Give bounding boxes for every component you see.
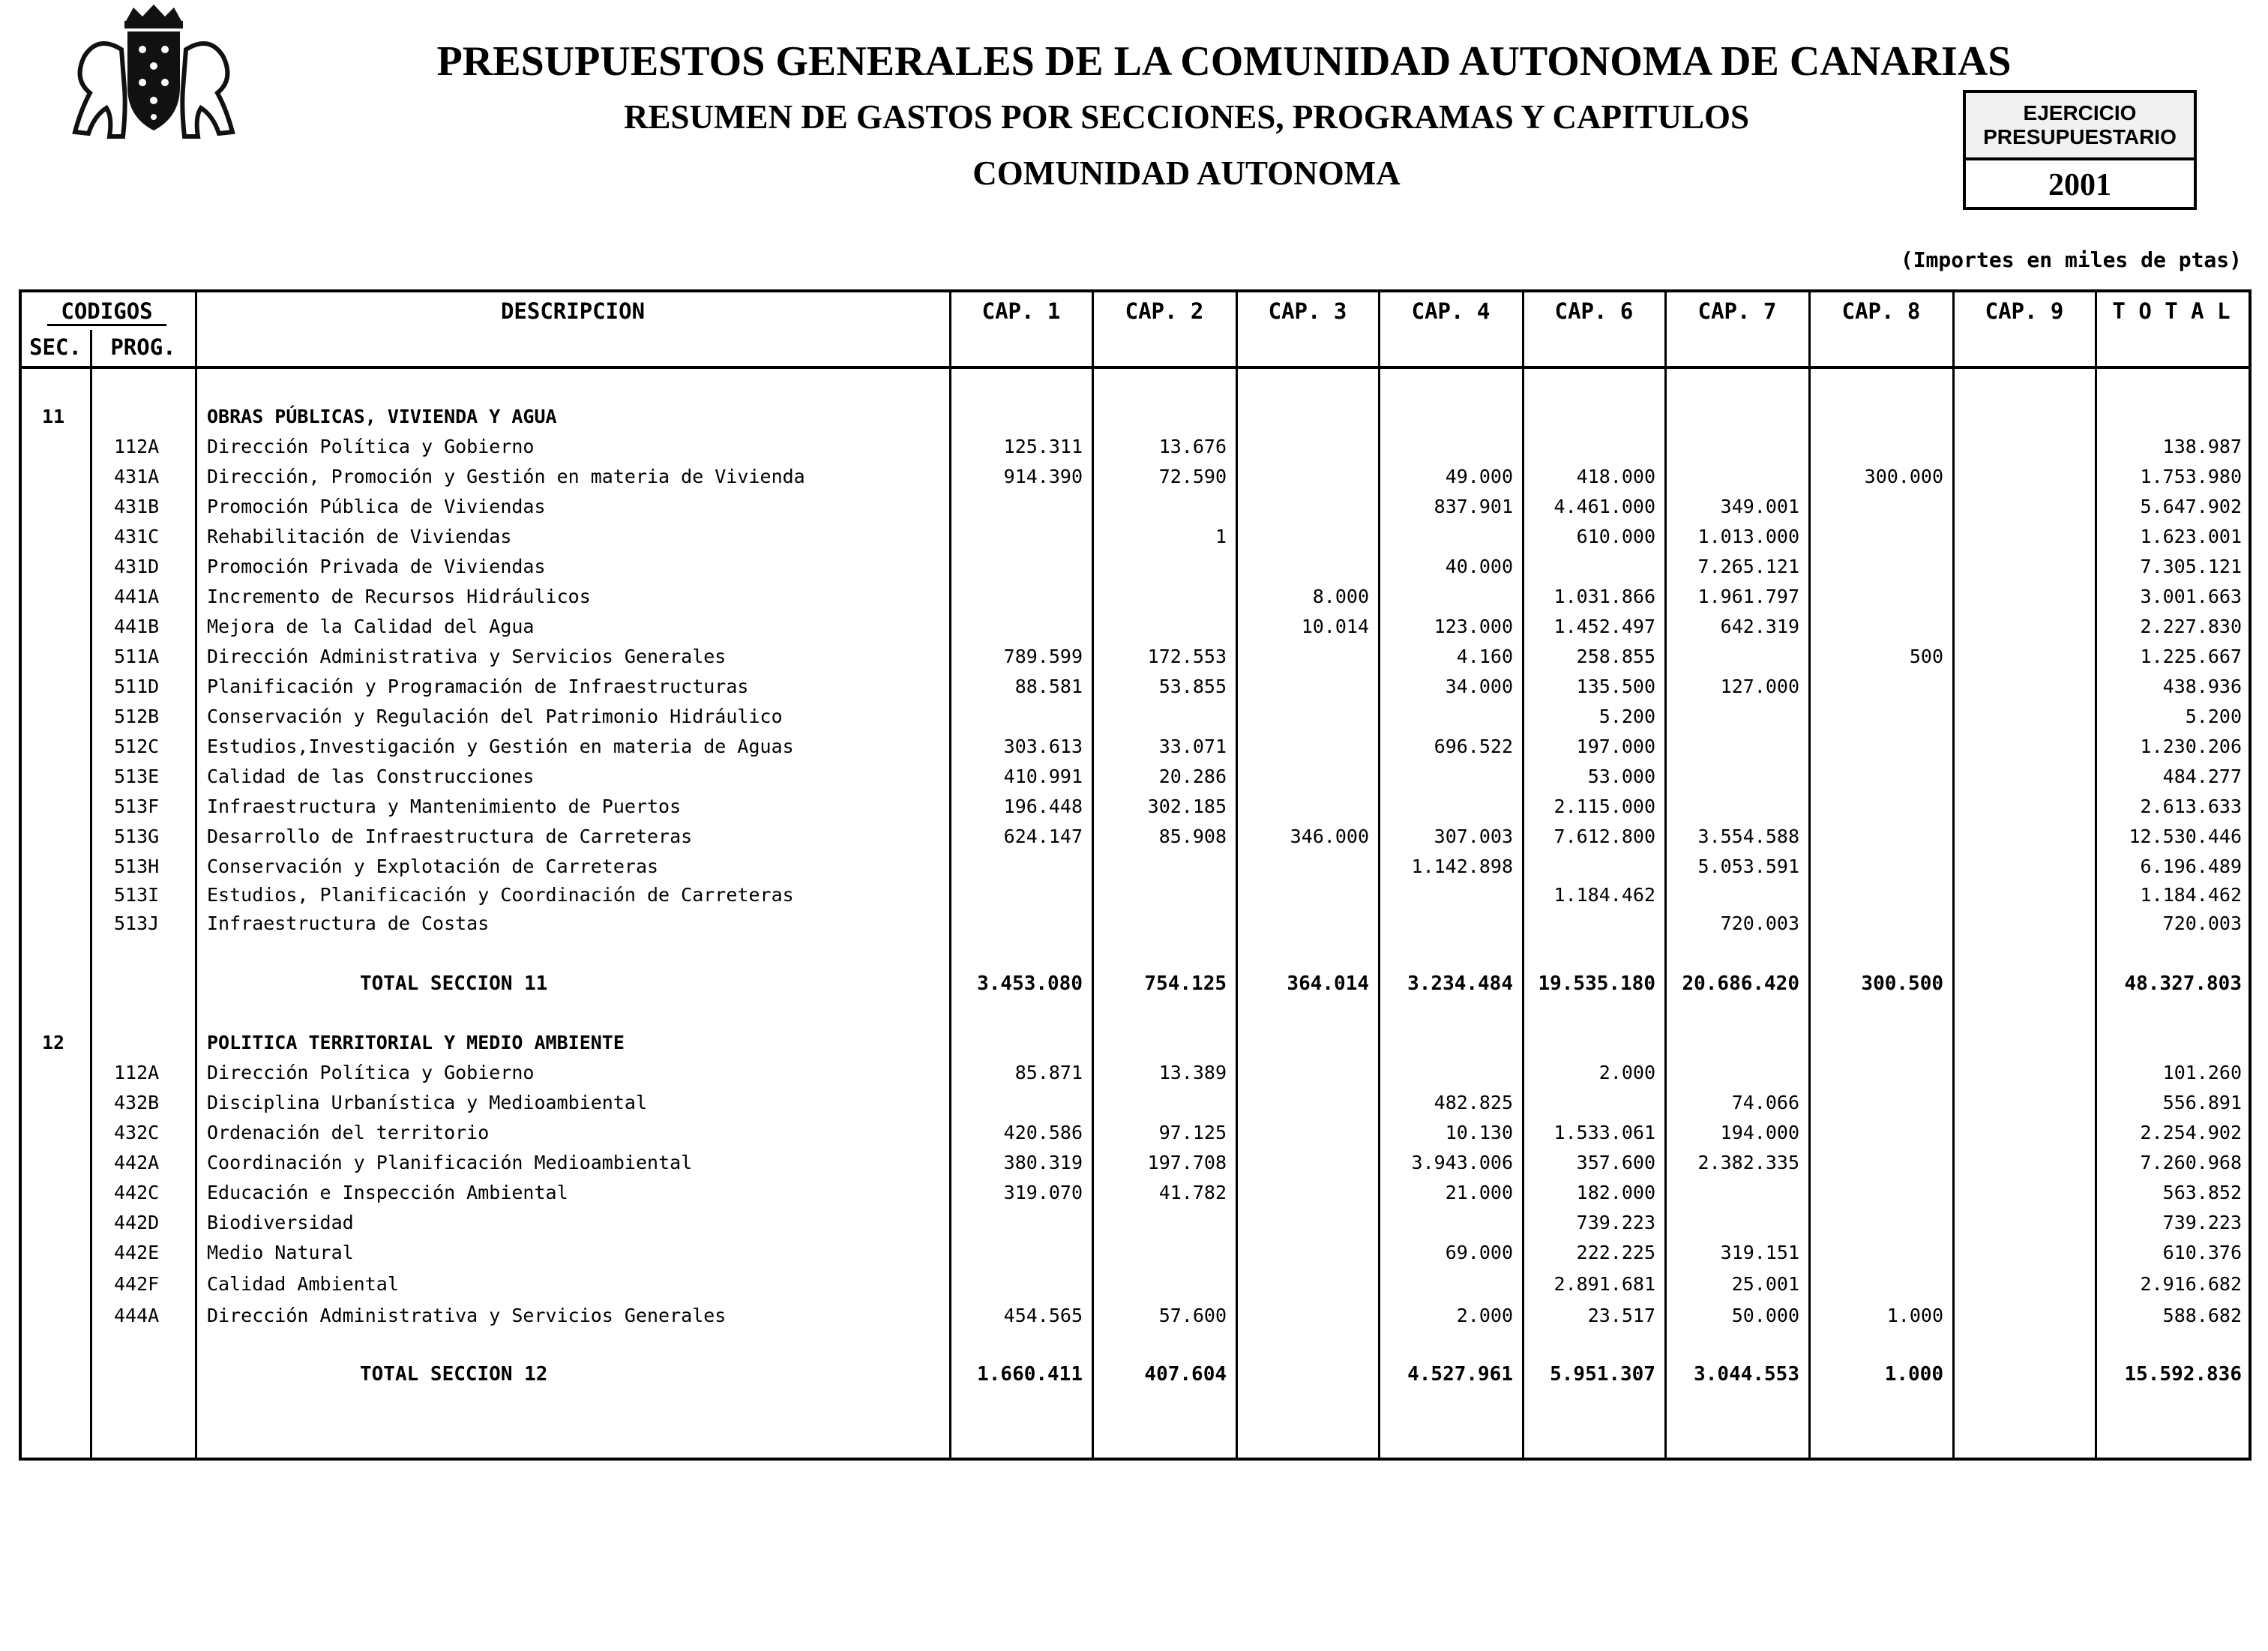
table-row [0, 433, 2268, 463]
cap-cell: 720.003 [1720, 912, 1799, 934]
cap-cell: 197.000 [1576, 736, 1655, 757]
cap-cell: 258.855 [1576, 646, 1655, 667]
cap-cell: 13.389 [1158, 1062, 1227, 1083]
description: Estudios, Planificación y Coordinación de Carreteras [207, 884, 794, 906]
total-cell: 48.327.803 [2124, 972, 2242, 995]
program-code: 511A [114, 646, 160, 667]
cap-cell: 300.000 [1864, 466, 1943, 487]
total-cell: 6.196.489 [2140, 855, 2242, 877]
cap-cell: 914.390 [1003, 466, 1083, 487]
program-code: 513J [114, 912, 160, 934]
description: Rehabilitación de Viviendas [207, 526, 512, 547]
total-cell: 1.623.001 [2140, 526, 2242, 547]
cap-cell: 696.522 [1434, 736, 1513, 757]
cap-cell: 642.319 [1720, 616, 1799, 637]
cap-cell: 5.200 [1598, 706, 1655, 727]
total-header: T O T A L [2112, 298, 2231, 324]
cap-cell: 1.660.411 [977, 1363, 1083, 1386]
table-row [0, 1149, 2268, 1179]
cap-cell: 135.500 [1576, 676, 1655, 697]
table-row [0, 852, 2268, 882]
fiscal-year-label [1966, 93, 2194, 160]
description: Coordinación y Planificación Medioambiental [207, 1152, 693, 1173]
description: Dirección Administrativa y Servicios Generales [207, 1305, 727, 1326]
description: Planificación y Programación de Infraestructuras [207, 676, 749, 697]
cap-cell: 349.001 [1720, 496, 1799, 517]
total-cell: 7.260.968 [2140, 1152, 2242, 1173]
description: Incremento de Recursos Hidráulicos [207, 586, 591, 607]
program-code: 432B [114, 1092, 160, 1113]
fiscal-year-label-line2: PRESUPUESTARIO [1983, 125, 2177, 148]
cap-cell: 33.071 [1158, 736, 1227, 757]
cap-cell: 53.000 [1587, 766, 1655, 787]
description: Dirección Política y Gobierno [207, 1062, 535, 1083]
description: Dirección, Promoción y Gestión en materia de Vivienda [207, 466, 805, 487]
total-cell: 2.254.902 [2140, 1122, 2242, 1143]
cap-cell: 85.908 [1158, 826, 1227, 847]
total-cell: 438.936 [2162, 676, 2242, 697]
cap8-header: CAP. 8 [1841, 298, 1921, 324]
cap-cell: 3.554.588 [1697, 826, 1799, 847]
total-row [0, 969, 2268, 999]
cap-cell: 7.265.121 [1697, 556, 1799, 577]
page-subtitle: RESUMEN DE GASTOS POR SECCIONES, PROGRAMAS Y CAPITULOS [623, 98, 1750, 136]
description: Disciplina Urbanística y Medioambiental [207, 1092, 647, 1113]
cap-cell: 7.612.800 [1553, 826, 1655, 847]
section-row [0, 1029, 2268, 1059]
cap-cell: 97.125 [1158, 1122, 1227, 1143]
total-cell: 15.592.836 [2124, 1363, 2242, 1386]
cap-cell: 739.223 [1576, 1212, 1655, 1233]
table-row [0, 1059, 2268, 1089]
program-code: 441B [114, 616, 160, 637]
program-code: 431A [114, 466, 160, 487]
cap-cell: 380.319 [1003, 1152, 1083, 1173]
table-row [0, 1209, 2268, 1239]
total-cell: 484.277 [2162, 766, 2242, 787]
description: Dirección Política y Gobierno [207, 436, 535, 457]
cap-cell: 302.185 [1147, 796, 1227, 817]
total-cell: 5.647.902 [2140, 496, 2242, 517]
table-row [0, 1270, 2268, 1300]
cap-cell: 2.891.681 [1553, 1273, 1655, 1295]
cap-cell: 3.234.484 [1407, 972, 1513, 995]
cap-cell: 346.000 [1290, 826, 1369, 847]
cap-cell: 624.147 [1003, 826, 1083, 847]
cap-cell: 34.000 [1445, 676, 1513, 697]
cap3-header: CAP. 3 [1268, 298, 1347, 324]
cap7-header: CAP. 7 [1697, 298, 1777, 324]
cap-cell: 5.951.307 [1550, 1363, 1655, 1386]
program-code: 442C [114, 1182, 160, 1203]
description: Promoción Pública de Viviendas [207, 496, 546, 517]
cap-cell: 23.517 [1587, 1305, 1655, 1326]
cap-cell: 3.044.553 [1694, 1363, 1799, 1386]
table-row [0, 1089, 2268, 1119]
codigos-label: CODIGOS [47, 298, 166, 326]
table-row [0, 823, 2268, 852]
table-row [0, 703, 2268, 733]
cap-cell: 197.708 [1147, 1152, 1227, 1173]
total-cell: 556.891 [2162, 1092, 2242, 1113]
total-cell: 563.852 [2162, 1182, 2242, 1203]
program-code: 441A [114, 586, 160, 607]
header-divider [19, 366, 2252, 369]
total-cell: 2.227.830 [2140, 616, 2242, 637]
program-code: 511D [114, 676, 160, 697]
total-cell: 5.200 [2185, 706, 2242, 727]
cap6-header: CAP. 6 [1554, 298, 1634, 324]
table-row [0, 523, 2268, 553]
total-cell: 138.987 [2162, 436, 2242, 457]
cap-cell: 3.943.006 [1411, 1152, 1513, 1173]
cap-cell: 307.003 [1434, 826, 1513, 847]
cap-cell: 837.901 [1434, 496, 1513, 517]
cap-cell: 41.782 [1158, 1182, 1227, 1203]
description: Conservación y Regulación del Patrimonio Hidráulico [207, 706, 783, 727]
cap-cell: 2.382.335 [1697, 1152, 1799, 1173]
total-cell: 12.530.446 [2129, 826, 2242, 847]
program-code: 513H [114, 855, 160, 877]
total-label: TOTAL SECCION 12 [360, 1363, 548, 1386]
descripcion-header: DESCRIPCION [500, 298, 646, 324]
cap-cell: 1.013.000 [1697, 526, 1799, 547]
cap-cell: 222.225 [1576, 1242, 1655, 1263]
cap-cell: 20.686.420 [1682, 972, 1799, 995]
cap-cell: 420.586 [1003, 1122, 1083, 1143]
cap-cell: 357.600 [1576, 1152, 1655, 1173]
table-row [0, 1302, 2268, 1332]
description: Mejora de la Calidad del Agua [207, 616, 535, 637]
cap-cell: 10.130 [1445, 1122, 1513, 1143]
cap-cell: 13.676 [1158, 436, 1227, 457]
table-row [0, 733, 2268, 763]
program-code: 112A [114, 1062, 160, 1083]
table-row [0, 881, 2268, 911]
fiscal-year-label-line1: EJERCICIO [2023, 101, 2137, 124]
table-row [0, 463, 2268, 493]
description: Conservación y Explotación de Carreteras [207, 855, 659, 877]
table-row [0, 643, 2268, 673]
description: Infraestructura y Mantenimiento de Puertos [207, 796, 682, 817]
cap-cell: 4.160 [1456, 646, 1513, 667]
description: Medio Natural [207, 1242, 354, 1263]
cap-cell: 53.855 [1158, 676, 1227, 697]
cap-cell: 407.604 [1144, 1363, 1227, 1386]
cap-cell: 303.613 [1003, 736, 1083, 757]
cap-cell: 5.053.591 [1697, 855, 1799, 877]
table-row [0, 1239, 2268, 1269]
cap-cell: 754.125 [1144, 972, 1227, 995]
program-code: 431D [114, 556, 160, 577]
cap-cell: 500 [1909, 646, 1943, 667]
cap-cell: 49.000 [1445, 466, 1513, 487]
description: OBRAS PÚBLICAS, VIVIENDA Y AGUA [207, 406, 557, 427]
cap-cell: 2.000 [1598, 1062, 1655, 1083]
codigos-header [22, 298, 191, 324]
prog-header: PROG. [110, 334, 176, 360]
table-row [0, 493, 2268, 523]
cap-cell: 1.184.462 [1553, 884, 1655, 906]
cap-cell: 1.961.797 [1697, 586, 1799, 607]
program-code: 513G [114, 826, 160, 847]
cap-cell: 69.000 [1445, 1242, 1513, 1263]
cap-cell: 182.000 [1576, 1182, 1655, 1203]
total-cell: 7.305.121 [2140, 556, 2242, 577]
total-row [0, 1360, 2268, 1390]
total-cell: 3.001.663 [2140, 586, 2242, 607]
description: Estudios,Investigación y Gestión en materia de Aguas [207, 736, 794, 757]
cap-cell: 72.590 [1158, 466, 1227, 487]
description: Dirección Administrativa y Servicios Generales [207, 646, 727, 667]
cap-cell: 1.031.866 [1553, 586, 1655, 607]
cap4-header: CAP. 4 [1411, 298, 1491, 324]
cap-cell: 40.000 [1445, 556, 1513, 577]
table-row [0, 763, 2268, 793]
cap-cell: 418.000 [1576, 466, 1655, 487]
cap-cell: 4.461.000 [1553, 496, 1655, 517]
program-code: 442A [114, 1152, 160, 1173]
description: Educación e Inspección Ambiental [207, 1182, 568, 1203]
cap-cell: 1.533.061 [1553, 1122, 1655, 1143]
cap-cell: 85.871 [1014, 1062, 1083, 1083]
table-row [0, 673, 2268, 703]
description: Desarrollo de Infraestructura de Carreteras [207, 826, 693, 847]
program-code: 442D [114, 1212, 160, 1233]
table-row [0, 613, 2268, 643]
description: Infraestructura de Costas [207, 912, 490, 934]
description: Calidad de las Construcciones [207, 766, 535, 787]
cap-cell: 88.581 [1014, 676, 1083, 697]
description: Biodiversidad [207, 1212, 354, 1233]
description: Promoción Privada de Viviendas [207, 556, 546, 577]
total-cell: 1.184.462 [2140, 884, 2242, 906]
cap-cell: 319.070 [1003, 1182, 1083, 1203]
cap-cell: 10.014 [1301, 616, 1369, 637]
program-code: 513I [114, 884, 160, 906]
cap-cell: 300.500 [1861, 972, 1943, 995]
cap-cell: 319.151 [1720, 1242, 1799, 1263]
cap-cell: 21.000 [1445, 1182, 1513, 1203]
total-cell: 2.613.633 [2140, 796, 2242, 817]
program-code: 512C [114, 736, 160, 757]
table-row [0, 793, 2268, 823]
page-title: PRESUPUESTOS GENERALES DE LA COMUNIDAD AUTONOMA DE CANARIAS [436, 38, 2012, 85]
cap-cell: 3.453.080 [977, 972, 1083, 995]
cap-cell: 410.991 [1003, 766, 1083, 787]
cap-cell: 610.000 [1576, 526, 1655, 547]
description: Ordenación del territorio [207, 1122, 490, 1143]
cap-cell: 8.000 [1312, 586, 1369, 607]
program-code: 444A [114, 1305, 160, 1326]
cap-cell: 19.535.180 [1538, 972, 1655, 995]
cap-cell: 57.600 [1158, 1305, 1227, 1326]
cap-cell: 125.311 [1003, 436, 1083, 457]
table-row [0, 1179, 2268, 1209]
cap-cell: 482.825 [1434, 1092, 1513, 1113]
total-cell: 1.225.667 [2140, 646, 2242, 667]
cap-cell: 74.066 [1731, 1092, 1799, 1113]
cap-cell: 4.527.961 [1407, 1363, 1513, 1386]
total-cell: 2.916.682 [2140, 1273, 2242, 1295]
entity-name: COMUNIDAD AUTONOMA [972, 154, 1401, 192]
table-row [0, 553, 2268, 583]
cap-cell: 196.448 [1003, 796, 1083, 817]
cap-cell: 50.000 [1731, 1305, 1799, 1326]
cap-cell: 2.000 [1456, 1305, 1513, 1326]
cap2-header: CAP. 2 [1125, 298, 1204, 324]
table-row [0, 1119, 2268, 1149]
cap-cell: 1.000 [1884, 1363, 1943, 1386]
cap-cell: 25.001 [1731, 1273, 1799, 1295]
sec-header: SEC. [29, 334, 82, 360]
program-code: 442E [114, 1242, 160, 1263]
cap-cell: 789.599 [1003, 646, 1083, 667]
total-cell: 1.230.206 [2140, 736, 2242, 757]
cap-cell: 20.286 [1158, 766, 1227, 787]
total-cell: 1.753.980 [2140, 466, 2242, 487]
cap-cell: 1 [1215, 526, 1227, 547]
description: POLITICA TERRITORIAL Y MEDIO AMBIENTE [207, 1032, 625, 1053]
total-cell: 101.260 [2162, 1062, 2242, 1083]
total-label: TOTAL SECCION 11 [360, 972, 548, 995]
fiscal-year-value: 2001 [2048, 168, 2111, 202]
cap-cell: 454.565 [1003, 1305, 1083, 1326]
program-code: 112A [114, 436, 160, 457]
section-code: 11 [42, 406, 65, 427]
program-code: 431C [114, 526, 160, 547]
program-code: 442F [114, 1273, 160, 1295]
cap-cell: 172.553 [1147, 646, 1227, 667]
cap9-header: CAP. 9 [1985, 298, 2064, 324]
cap-cell: 2.115.000 [1553, 796, 1655, 817]
total-cell: 720.003 [2162, 912, 2242, 934]
section-code: 12 [42, 1032, 65, 1053]
program-code: 513E [114, 766, 160, 787]
cap-cell: 123.000 [1434, 616, 1513, 637]
cap-cell: 194.000 [1720, 1122, 1799, 1143]
total-cell: 610.376 [2162, 1242, 2242, 1263]
cap-cell: 1.142.898 [1411, 855, 1513, 877]
units-note: (Importes en miles de ptas) [1900, 247, 2242, 272]
program-code: 431B [114, 496, 160, 517]
cap-cell: 1.000 [1886, 1305, 1943, 1326]
program-code: 432C [114, 1122, 160, 1143]
total-cell: 739.223 [2162, 1212, 2242, 1233]
table-row [0, 909, 2268, 939]
total-cell: 588.682 [2162, 1305, 2242, 1326]
cap-cell: 1.452.497 [1553, 616, 1655, 637]
cap1-header: CAP. 1 [981, 298, 1061, 324]
program-code: 513F [114, 796, 160, 817]
fiscal-year-box [1963, 90, 2197, 210]
cap-cell: 127.000 [1720, 676, 1799, 697]
section-row [0, 403, 2268, 433]
description: Calidad Ambiental [207, 1273, 399, 1295]
table-row [0, 583, 2268, 613]
program-code: 512B [114, 706, 160, 727]
cap-cell: 364.014 [1287, 972, 1369, 995]
